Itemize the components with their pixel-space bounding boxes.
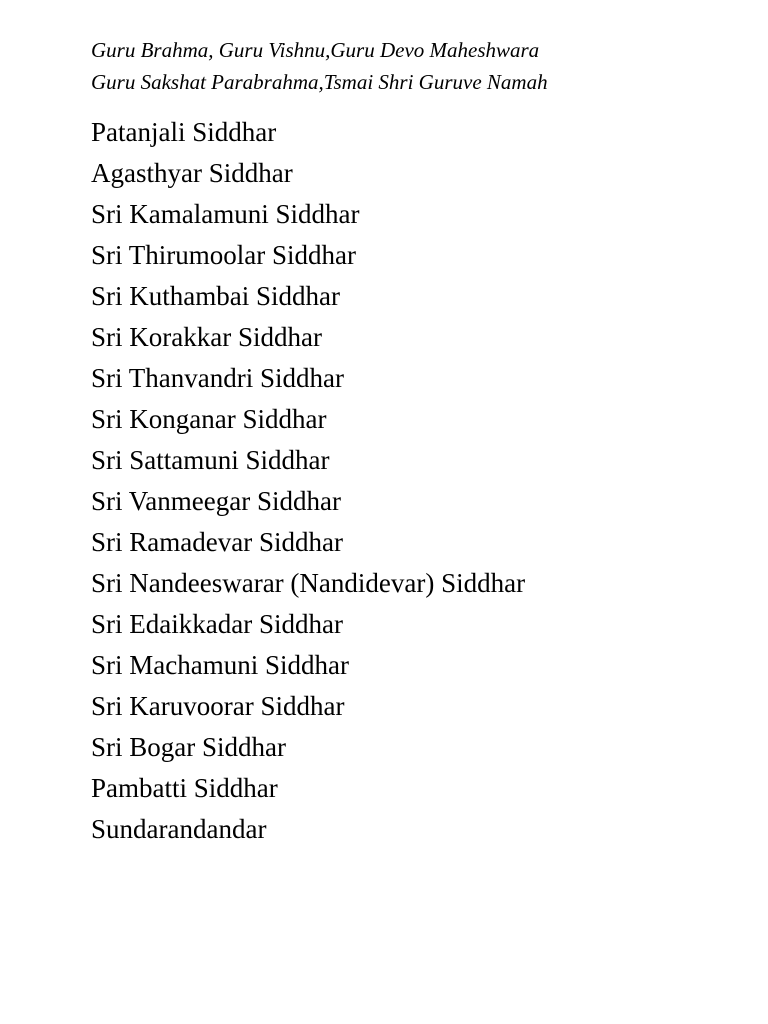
- list-item: Sri Kuthambai Siddhar: [91, 281, 340, 311]
- list-item: Sri Kamalamuni Siddhar: [91, 199, 360, 229]
- siddhar-list: [91, 112, 748, 850]
- invocation-line-1: Guru Brahma, Guru Vishnu,Guru Devo Maheshwara: [91, 38, 540, 62]
- list-item: Sri Korakkar Siddhar: [91, 322, 322, 352]
- list-item: Sri Karuvoorar Siddhar: [91, 691, 345, 721]
- list-item: Sri Edaikkadar Siddhar: [91, 609, 343, 639]
- invocation-line-2: Guru Sakshat Parabrahma,Tsmai Shri Guruve Namah: [91, 70, 548, 94]
- list-item: Sri Ramadevar Siddhar: [91, 527, 343, 557]
- list-item: Patanjali Siddhar: [91, 117, 277, 147]
- list-item: Sri Konganar Siddhar: [91, 404, 327, 434]
- list-item: Pambatti Siddhar: [91, 773, 278, 803]
- list-item: Sri Nandeeswarar (Nandidevar) Siddhar: [91, 568, 526, 598]
- list-item: Sri Vanmeegar Siddhar: [91, 486, 341, 516]
- list-item: Sri Thirumoolar Siddhar: [91, 240, 356, 270]
- document-page: [91, 34, 748, 850]
- list-item: Sri Machamuni Siddhar: [91, 650, 349, 680]
- invocation-verse: [91, 34, 748, 98]
- list-item: Agasthyar Siddhar: [91, 158, 293, 188]
- list-item: Sundarandandar: [91, 814, 267, 844]
- list-item: Sri Bogar Siddhar: [91, 732, 286, 762]
- list-item: Sri Thanvandri Siddhar: [91, 363, 344, 393]
- list-item: Sri Sattamuni Siddhar: [91, 445, 330, 475]
